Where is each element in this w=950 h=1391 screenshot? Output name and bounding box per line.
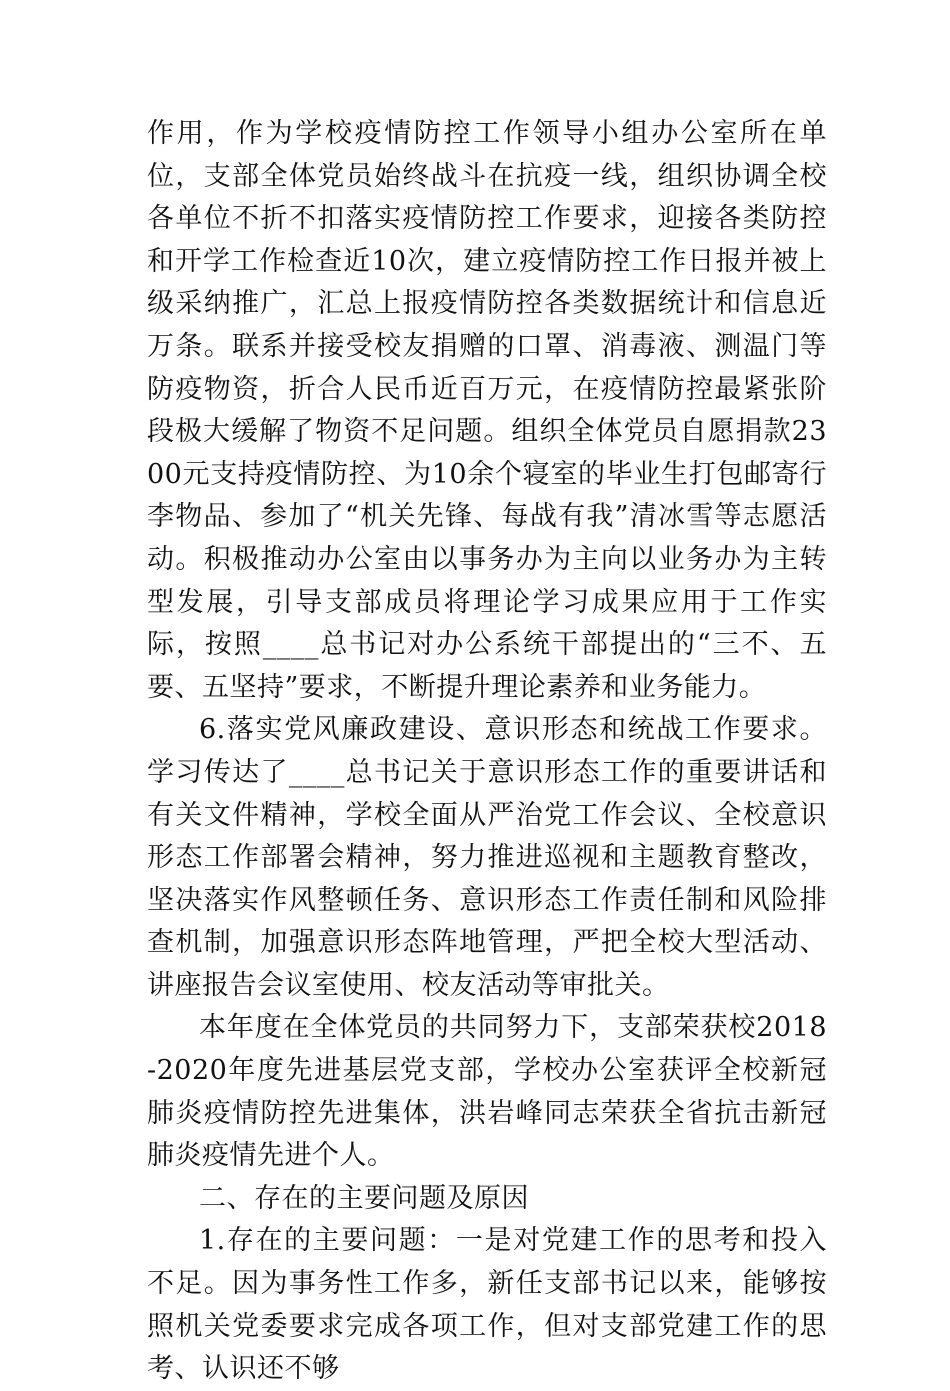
document-body <box>147 113 827 1391</box>
paragraph-continuation: 作用，作为学校疫情防控工作领导小组办公室所在单位，支部全体党员始终战斗在抗疫一线，组织协调全校各单位不折不扣落实疫情防控工作要求，迎接各类防控和开学工作检查近10次，建立疫情防控工作日报并被上级采纳推广，汇总上报疫情防控各类数据统计和信息近万条。联系并接受校友捐赠的口罩、消毒液、测温门等防疫物资，折合人民币近百万元，在疫情防控最紧张阶段极大缓解了物资不足问题。组织全体党员自愿捐款2300元支持疫情防控、为10余个寝室的毕业生打包邮寄行李物品、参加了“机关先锋、每战有我”清冰雪等志愿活动。积极推动办公室由以事务办为主向以业务办为主转型发展，引导支部成员将理论学习成果应用于工作实际，按照____总书记对办公系统干部提出的“三不、五要、五坚持”要求，不断提升理论素养和业务能力。 <box>147 118 827 703</box>
paragraph-item-6: 6.落实党风廉政建设、意识形态和统战工作要求。学习传达了____总书记关于意识形态工作的重要讲话和有关文件精神，学校全面从严治党工作会议、全校意识形态工作部署会精神，努力推进巡视和主题教育整改，坚决落实作风整顿任务、意识形态工作责任制和风险排查机制，加强意识形态阵地管理，严把全校大型活动、讲座报告会议室使用、校友活动等审批关。 <box>147 714 827 1001</box>
section-heading: 二、存在的主要问题及原因 <box>199 1182 529 1214</box>
paragraph-item-1: 1.存在的主要问题：一是对党建工作的思考和投入不足。因为事务性工作多，新任支部书记以来，能够按照机关党委要求完成各项工作，但对支部党建工作的思考、认识还不够 <box>147 1225 827 1385</box>
paragraph-honors: 本年度在全体党员的共同努力下，支部荣获校2018-2020年度先进基层党支部，学校办公室获评全校新冠肺炎疫情防控先进集体，洪岩峰同志荣获全省抗击新冠肺炎疫情先进个人。 <box>147 1012 827 1172</box>
